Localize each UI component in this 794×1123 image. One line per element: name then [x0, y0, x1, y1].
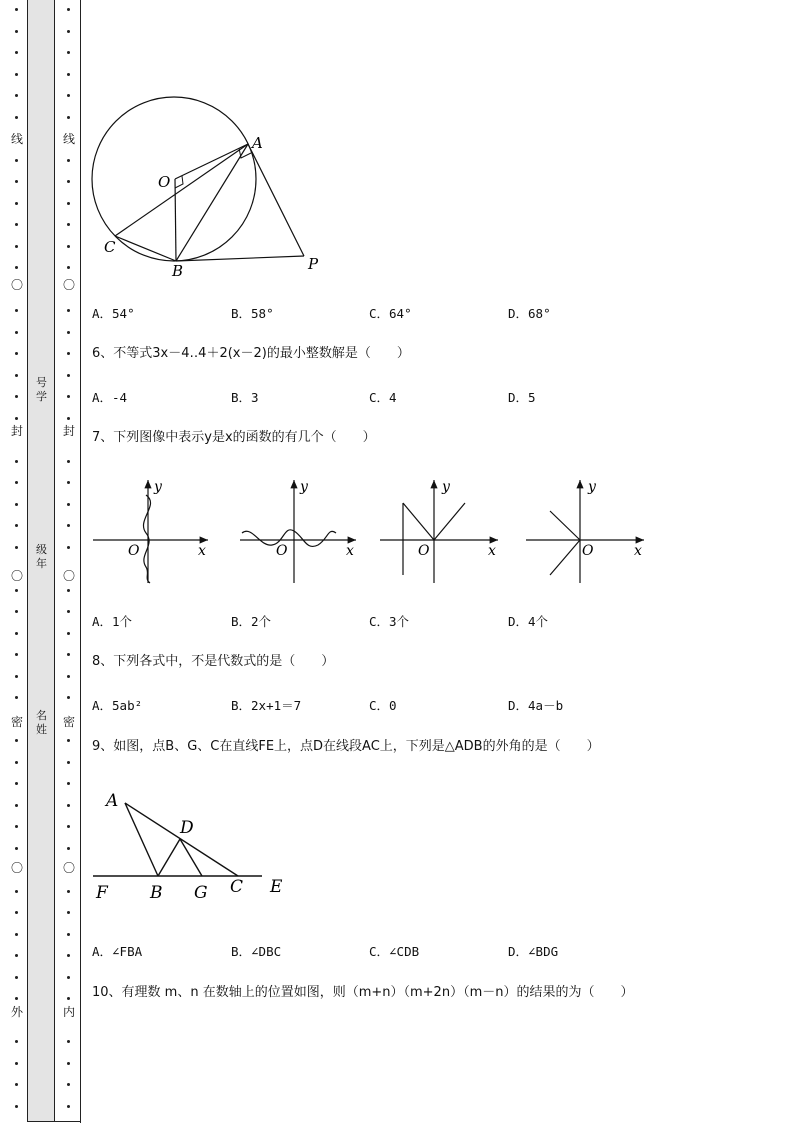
binding-dot — [15, 159, 18, 162]
binding-dot — [67, 589, 70, 592]
margin-line — [80, 0, 81, 1123]
q7-graphs-figure — [88, 475, 658, 590]
q8-option-c: C．0 — [369, 698, 397, 713]
q8-option-a: A．5ab² — [92, 698, 143, 713]
binding-dot — [15, 589, 18, 592]
mark-xian-right: 线 — [63, 132, 76, 146]
binding-dot — [15, 954, 18, 957]
mark-circle-left-3: 〇 — [11, 861, 24, 875]
binding-dot — [67, 954, 70, 957]
q8-option-b: B．2x+1＝7 — [231, 698, 302, 713]
binding-dot — [67, 1062, 70, 1065]
binding-dot — [67, 331, 70, 334]
mark-circle-right-3: 〇 — [63, 861, 76, 875]
svg-text:x: x — [198, 543, 206, 559]
binding-dot — [15, 1105, 18, 1108]
binding-dot — [15, 976, 18, 979]
binding-dot — [15, 632, 18, 635]
binding-dot — [67, 739, 70, 742]
svg-text:B: B — [150, 883, 163, 903]
binding-dot — [15, 847, 18, 850]
binding-dot — [15, 51, 18, 54]
binding-dot — [67, 180, 70, 183]
binding-dot — [67, 395, 70, 398]
binding-dot — [67, 309, 70, 312]
mark-circle-right-1: 〇 — [63, 278, 76, 292]
q6-option-a: A．-4 — [92, 390, 128, 405]
mark-circle-left-2: 〇 — [11, 569, 24, 583]
q7-option-c: C．3个 — [369, 614, 410, 629]
binding-dot — [67, 847, 70, 850]
binding-dot — [15, 417, 18, 420]
binding-dot — [67, 481, 70, 484]
binding-dot — [15, 94, 18, 97]
q5-label-O: O — [158, 173, 171, 191]
binding-dot — [67, 761, 70, 764]
binding-dot — [15, 309, 18, 312]
q5-option-c: C．64° — [369, 306, 412, 321]
binding-dot — [67, 374, 70, 377]
q7-graph-1 — [93, 479, 208, 583]
binding-dot — [15, 481, 18, 484]
binding-dot — [67, 223, 70, 226]
binding-dot — [15, 997, 18, 1000]
binding-dot — [67, 782, 70, 785]
binding-dot — [15, 825, 18, 828]
q9-stem: 9、如图，点B、G、C在直线FE上，点D在线段AC上，下列是△ADB的外角的是（ ） — [92, 739, 600, 754]
binding-dot — [67, 460, 70, 463]
q9-option-b: B．∠DBC — [231, 944, 282, 959]
binding-dot — [67, 8, 70, 11]
svg-text:x: x — [346, 543, 354, 559]
q9-option-c: C．∠CDB — [369, 944, 420, 959]
binding-dot — [15, 266, 18, 269]
svg-text:x: x — [634, 543, 642, 559]
mark-wai-left: 外 — [11, 1005, 24, 1019]
mark-mi-left: 密 — [11, 715, 24, 729]
binding-dot — [67, 546, 70, 549]
binding-dot — [15, 761, 18, 764]
binding-dot — [15, 1040, 18, 1043]
binding-dot — [15, 653, 18, 656]
binding-dot — [67, 417, 70, 420]
svg-text:D: D — [180, 818, 194, 838]
binding-dot — [67, 51, 70, 54]
q6-option-c: C．4 — [369, 390, 397, 405]
q7-option-d: D．4个 — [508, 614, 549, 629]
field-student-id: 号 学 — [36, 376, 47, 403]
binding-dot — [15, 331, 18, 334]
binding-dot — [15, 911, 18, 914]
binding-dot — [15, 8, 18, 11]
binding-dot — [15, 804, 18, 807]
binding-dot — [67, 94, 70, 97]
svg-text:y: y — [588, 479, 596, 495]
binding-dot — [67, 675, 70, 678]
mark-feng-left: 封 — [11, 424, 24, 438]
binding-dot — [15, 460, 18, 463]
binding-dot — [67, 73, 70, 76]
svg-text:G: G — [194, 883, 208, 903]
svg-text:x: x — [488, 543, 496, 559]
svg-text:O: O — [276, 543, 288, 559]
svg-text:E: E — [270, 877, 283, 897]
binding-dot — [15, 696, 18, 699]
binding-dot — [67, 804, 70, 807]
binding-dot — [67, 1083, 70, 1086]
q5-option-b: B．58° — [231, 306, 274, 321]
binding-dot — [15, 73, 18, 76]
q7-graph-3 — [380, 479, 498, 583]
binding-dot — [67, 503, 70, 506]
svg-text:y: y — [300, 479, 308, 495]
binding-dot — [15, 245, 18, 248]
binding-dot — [67, 266, 70, 269]
binding-dot — [67, 632, 70, 635]
binding-dot — [15, 782, 18, 785]
binding-dot — [67, 116, 70, 119]
binding-dot — [15, 524, 18, 527]
binding-dot — [67, 524, 70, 527]
q5-label-P: P — [308, 255, 319, 273]
binding-dot — [67, 997, 70, 1000]
q5-label-C: C — [104, 238, 116, 256]
svg-text:O: O — [582, 543, 594, 559]
q8-option-d: D．4a－b — [508, 698, 564, 713]
q6-option-d: D．5 — [508, 390, 536, 405]
q7-graph-2 — [240, 479, 356, 583]
mark-circle-right-2: 〇 — [63, 569, 76, 583]
q5-option-d: D．68° — [508, 306, 551, 321]
q8-stem: 8、下列各式中，不是代数式的是（ ） — [92, 654, 335, 669]
q6-stem: 6、不等式3x－4‥4＋2(x－2)的最小整数解是（ ） — [92, 346, 410, 361]
binding-dot — [67, 202, 70, 205]
binding-dot — [15, 116, 18, 119]
svg-text:y: y — [154, 479, 162, 495]
q5-label-A: A — [252, 134, 263, 152]
binding-dot — [15, 202, 18, 205]
binding-dot — [67, 696, 70, 699]
binding-dot — [15, 374, 18, 377]
binding-dot — [15, 352, 18, 355]
binding-dot — [15, 933, 18, 936]
binding-dot — [15, 180, 18, 183]
field-grade: 级 年 — [36, 543, 47, 570]
svg-text:F: F — [96, 883, 108, 903]
q7-stem: 7、下列图像中表示y是x的函数的有几个（ ） — [92, 430, 376, 445]
binding-dot — [67, 976, 70, 979]
mark-nei-right: 内 — [63, 1005, 76, 1019]
mark-circle-left-1: 〇 — [11, 278, 24, 292]
mark-feng-right: 封 — [63, 424, 76, 438]
binding-dot — [15, 223, 18, 226]
binding-dot — [67, 1105, 70, 1108]
q5-option-a: A．54° — [92, 306, 135, 321]
binding-dot — [67, 159, 70, 162]
binding-dot — [15, 1062, 18, 1065]
binding-dot — [67, 911, 70, 914]
binding-dot — [67, 825, 70, 828]
binding-dot — [15, 395, 18, 398]
binding-dot — [15, 739, 18, 742]
q9-option-a: A．∠FBA — [92, 944, 143, 959]
binding-dot — [67, 933, 70, 936]
binding-dot — [15, 610, 18, 613]
binding-dot — [15, 675, 18, 678]
binding-dot — [15, 546, 18, 549]
q5-circle-figure — [88, 92, 328, 282]
binding-dot — [67, 245, 70, 248]
q6-option-b: B．3 — [231, 390, 259, 405]
q7-option-a: A．1个 — [92, 614, 133, 629]
binding-dot — [67, 30, 70, 33]
mark-mi-right: 密 — [63, 715, 76, 729]
q10-stem: 10、有理数 m、n 在数轴上的位置如图，则（m+n）（m+2n）（m－n）的结果的为（ ） — [92, 985, 634, 1000]
svg-text:C: C — [230, 877, 244, 897]
q7-graph-4 — [526, 479, 644, 583]
mark-xian-left: 线 — [11, 132, 24, 146]
binding-dot — [15, 30, 18, 33]
svg-text:O: O — [128, 543, 140, 559]
svg-text:O: O — [418, 543, 430, 559]
binding-dot — [67, 610, 70, 613]
strip-bottom-line — [27, 1121, 81, 1122]
binding-dot — [67, 352, 70, 355]
svg-text:A: A — [106, 791, 119, 811]
q9-option-d: D．∠BDG — [508, 944, 559, 959]
q5-label-B: B — [172, 262, 184, 280]
field-name: 名 姓 — [36, 709, 47, 736]
q9-triangle-figure — [88, 786, 298, 906]
binding-dot — [67, 653, 70, 656]
binding-dot — [67, 890, 70, 893]
binding-dot — [67, 1040, 70, 1043]
q7-option-b: B．2个 — [231, 614, 272, 629]
svg-text:y: y — [442, 479, 450, 495]
binding-dot — [15, 890, 18, 893]
binding-dot — [15, 1083, 18, 1086]
binding-dot — [15, 503, 18, 506]
